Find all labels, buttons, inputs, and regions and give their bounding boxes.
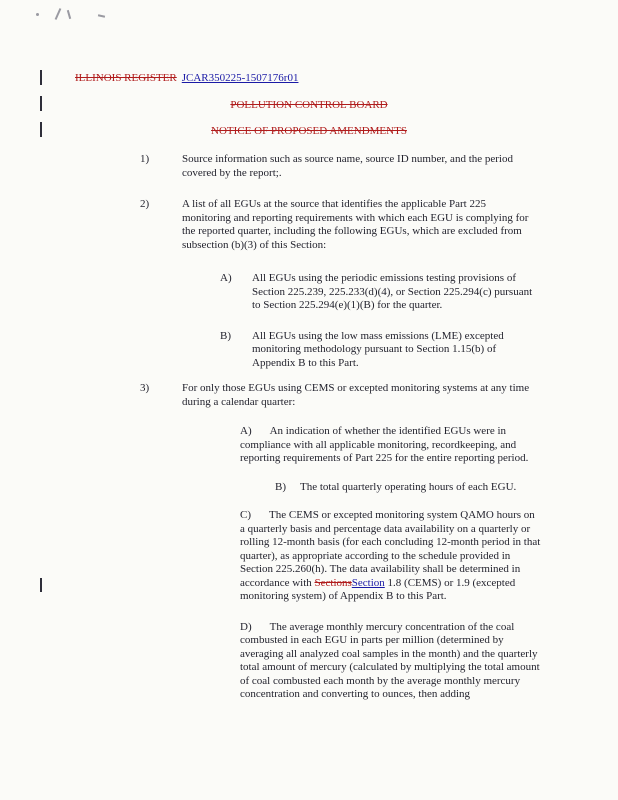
register-line xyxy=(75,72,298,86)
item-text: For only those EGUs using CEMS or excepted monitoring systems at any time during a calendar quarter: xyxy=(182,382,530,408)
item-text: All EGUs using the low mass emissions (LME) excepted monitoring methodology pursuant to Section 1.15(b) of Appendix B to this Part. xyxy=(252,329,504,369)
register-deleted-text: ILLINOIS REGISTER xyxy=(75,72,177,84)
pen-mark xyxy=(55,8,62,20)
list-item-2a xyxy=(220,272,618,313)
change-bar xyxy=(40,70,42,85)
item-label: C) xyxy=(240,509,251,521)
item-label: D) xyxy=(240,620,252,633)
item-text: An indication of whether the identified EGUs were in compliance with all applicable monitoring, recordkeeping, and reporting requirements of Part 225 for the entire reporting period. xyxy=(240,425,529,464)
inserted-text: Section xyxy=(351,576,385,589)
item-label: A) xyxy=(240,425,252,437)
notice-title: NOTICE OF PROPOSED AMENDMENTS xyxy=(211,125,407,137)
document-body xyxy=(0,148,618,702)
item-text: The CEMS or excepted monitoring system QAMO hours on a quarterly basis and percentage data availability on a quarterly or rolling 12-month basis (for each concluding 12-month period in that quarter), as appropriate according to the schedule provided in Section 225.260(h). The data availability shall be determined in accordance with xyxy=(240,509,541,589)
item-label: 1) xyxy=(140,153,150,165)
item-label: B) xyxy=(275,480,286,493)
pen-mark xyxy=(36,13,39,16)
item-text: The average monthly mercury concentration of the coal combusted in each EGU in parts per million (determined by averaging all analyzed coal samples in the month) and the quarterly total amount of mercury (calculated by multiplying the total amount of coal combusted each month by the average monthly mercury concentration and converting to ounces, then adding xyxy=(240,620,540,700)
deleted-text: Sections xyxy=(314,576,352,589)
item-label: A) xyxy=(220,272,232,284)
list-item-3d xyxy=(240,621,542,702)
item-text: 1.8 (CEMS) or 1.9 (excepted monitoring system) of Appendix B to this Part. xyxy=(240,576,516,602)
item-label: 3) xyxy=(140,382,150,394)
item-text: Source information such as source name, source ID number, and the period covered by the report;. xyxy=(182,153,513,179)
list-item-3c xyxy=(240,509,542,604)
list-item-3a xyxy=(240,425,542,466)
item-text: A list of all EGUs at the source that identifies the applicable Part 225 monitoring and reporting requirements with which each EGU is complying for the reported quarter, including the following EGUs, which are excluded from subsection (b)(3) of this Section: xyxy=(182,198,529,251)
item-label: 2) xyxy=(140,198,150,210)
list-item-3b xyxy=(275,481,618,495)
board-title: POLLUTION CONTROL BOARD xyxy=(230,99,388,111)
register-inserted-text: JCAR350225-1507176r01 xyxy=(181,72,299,84)
item-label: B) xyxy=(220,329,231,342)
list-item-2 xyxy=(140,198,618,252)
pen-mark xyxy=(98,14,105,17)
item-text: The total quarterly operating hours of each EGU. xyxy=(300,480,517,493)
pen-mark xyxy=(67,10,71,19)
list-item-3 xyxy=(140,382,618,409)
list-item-2b xyxy=(220,330,618,371)
list-item-1 xyxy=(140,153,618,180)
item-text: All EGUs using the periodic emissions testing provisions of Section 225.239, 225.233(d)(4), or Section 225.294(c) pursuant to Section 225.294(e)(1)(B) for the quarter. xyxy=(252,272,533,311)
